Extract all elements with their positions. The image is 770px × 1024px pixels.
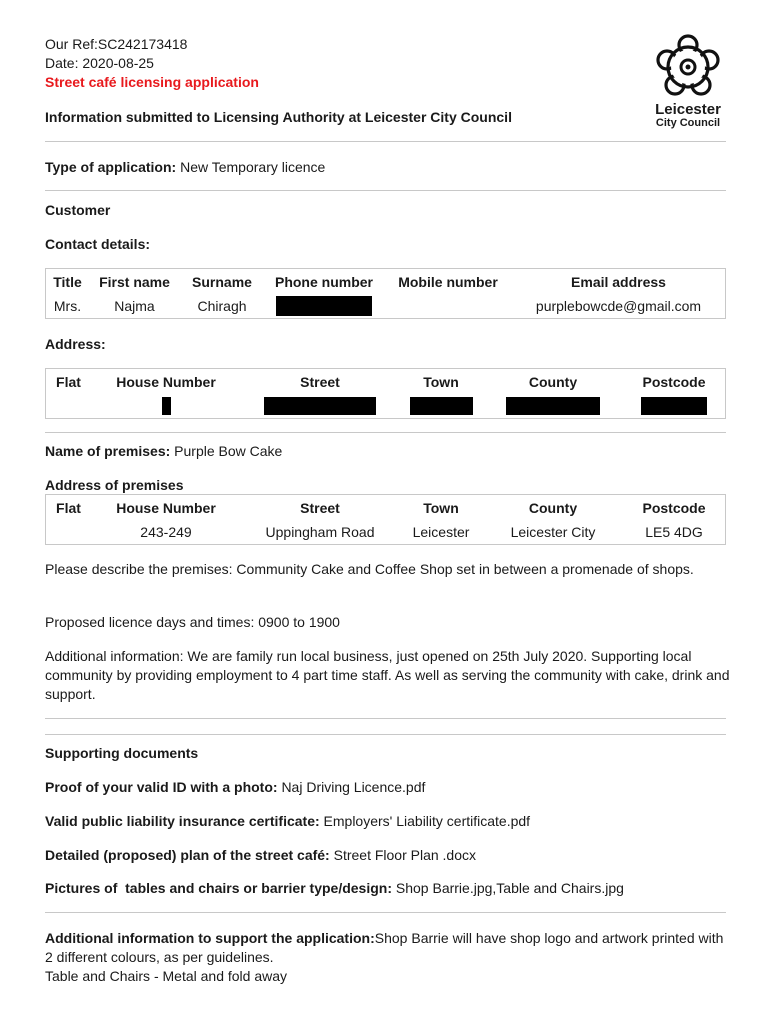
divider xyxy=(45,912,726,913)
submission-subtitle: Information submitted to Licensing Authority at Leicester City Council xyxy=(45,109,512,125)
column-header: Postcode xyxy=(642,499,706,516)
application-title: Street café licensing application xyxy=(45,74,259,90)
premises-name-label: Name of premises: xyxy=(45,443,171,459)
plan-label: Detailed (proposed) plan of the street café: xyxy=(45,847,330,863)
table-header-row xyxy=(46,369,725,394)
pictures-label: Pictures of tables and chairs or barrier type/design: xyxy=(45,880,392,896)
pictures-of-furniture xyxy=(45,879,624,897)
column-header: Email address xyxy=(571,273,666,290)
type-value: New Temporary licence xyxy=(180,159,326,175)
cell-house-number: 243-249 xyxy=(140,524,192,540)
table-row xyxy=(46,520,725,544)
column-header: House Number xyxy=(116,373,216,390)
table-row xyxy=(46,394,725,418)
cell-street: Uppingham Road xyxy=(265,524,375,540)
street-cafe-plan xyxy=(45,846,476,864)
insurance-certificate xyxy=(45,812,530,830)
column-header: Surname xyxy=(192,273,252,290)
column-header: Flat xyxy=(56,373,81,390)
column-header: County xyxy=(528,499,578,516)
council-logo xyxy=(652,34,724,129)
customer-address-table xyxy=(45,368,726,419)
cell-surname: Chiragh xyxy=(197,298,247,314)
plan-file: Street Floor Plan .docx xyxy=(333,847,477,863)
additional-support-line: Table and Chairs - Metal and fold away xyxy=(45,968,288,984)
date: Date: 2020-08-25 xyxy=(45,55,154,71)
address-heading: Address: xyxy=(45,336,106,352)
additional-support-text: Shop Barrie will have shop logo and artwork printed with 2 different colours, as per guidelines. xyxy=(45,930,724,965)
column-header: House Number xyxy=(116,499,216,516)
proof-of-id xyxy=(45,778,425,796)
type-of-application xyxy=(45,158,325,176)
reference-number: Our Ref:SC242173418 xyxy=(45,36,188,52)
insurance-file: Employers' Liability certificate.pdf xyxy=(323,813,531,829)
cell-postcode xyxy=(623,394,725,418)
table-row xyxy=(46,294,725,318)
cell-phone xyxy=(264,294,384,318)
pictures-files: Shop Barrie.jpg,Table and Chairs.jpg xyxy=(395,880,624,896)
cell-town xyxy=(399,394,483,418)
column-header: Street xyxy=(300,373,340,390)
redaction-block xyxy=(162,397,171,415)
licence-times: Proposed licence days and times: 0900 to 1900 xyxy=(45,614,340,630)
column-header: Town xyxy=(423,373,459,390)
customer-heading: Customer xyxy=(45,202,111,218)
cell-street xyxy=(241,394,399,418)
additional-support xyxy=(45,929,735,967)
redaction-block xyxy=(264,397,376,415)
cell-title: Mrs. xyxy=(53,298,82,314)
column-header: Postcode xyxy=(642,373,706,390)
additional-information: Additional information: We are family run local business, just opened on 25th July 2020. Supporting local community by providing employment to 4 part time staff. As well as serving the community with cake, drink and support. xyxy=(45,648,730,702)
table-header-row xyxy=(46,495,725,520)
cell-flat xyxy=(46,520,91,544)
contact-heading: Contact details: xyxy=(45,236,151,252)
column-header: Town xyxy=(423,499,459,516)
redaction-block xyxy=(641,397,707,415)
divider xyxy=(45,718,726,719)
divider xyxy=(45,734,726,735)
logo-subname: City Council xyxy=(655,117,721,129)
redaction-block xyxy=(506,397,600,415)
cell-email: purplebowcde@gmail.com xyxy=(535,298,702,314)
divider xyxy=(45,190,726,191)
premises-address-table xyxy=(45,494,726,545)
cell-flat xyxy=(46,394,91,418)
cell-county xyxy=(483,394,623,418)
redaction-block xyxy=(410,397,473,415)
proof-of-id-file: Naj Driving Licence.pdf xyxy=(281,779,426,795)
cell-house-number xyxy=(91,394,241,418)
cell-mobile xyxy=(384,294,512,318)
supporting-documents-heading: Supporting documents xyxy=(45,745,199,761)
divider xyxy=(45,141,726,142)
premises-address-heading: Address of premises xyxy=(45,477,184,493)
premises-name-value: Purple Bow Cake xyxy=(174,443,283,459)
rose-emblem-icon xyxy=(652,34,724,96)
proof-of-id-label: Proof of your valid ID with a photo: xyxy=(45,779,278,795)
column-header: Street xyxy=(300,499,340,516)
logo-name: Leicester xyxy=(655,101,721,118)
type-label: Type of application: xyxy=(45,159,177,175)
cell-town: Leicester xyxy=(412,524,470,540)
column-header: County xyxy=(528,373,578,390)
divider xyxy=(45,432,726,433)
column-header: First name xyxy=(99,273,170,290)
premises-name xyxy=(45,442,282,460)
column-header: Flat xyxy=(56,499,81,516)
cell-postcode: LE5 4DG xyxy=(645,524,703,540)
redaction-block xyxy=(276,296,372,316)
premises-description: Please describe the premises: Community Cake and Coffee Shop set in between a promenade of shops. xyxy=(45,561,694,577)
column-header: Mobile number xyxy=(398,273,498,290)
column-header: Title xyxy=(53,273,82,290)
column-header: Phone number xyxy=(274,273,373,290)
additional-support-label: Additional information to support the application: xyxy=(45,930,375,946)
cell-first-name: Najma xyxy=(114,298,155,314)
insurance-label: Valid public liability insurance certificate: xyxy=(45,813,320,829)
contact-table xyxy=(45,268,726,319)
cell-county: Leicester City xyxy=(510,524,596,540)
table-header-row xyxy=(46,269,725,294)
